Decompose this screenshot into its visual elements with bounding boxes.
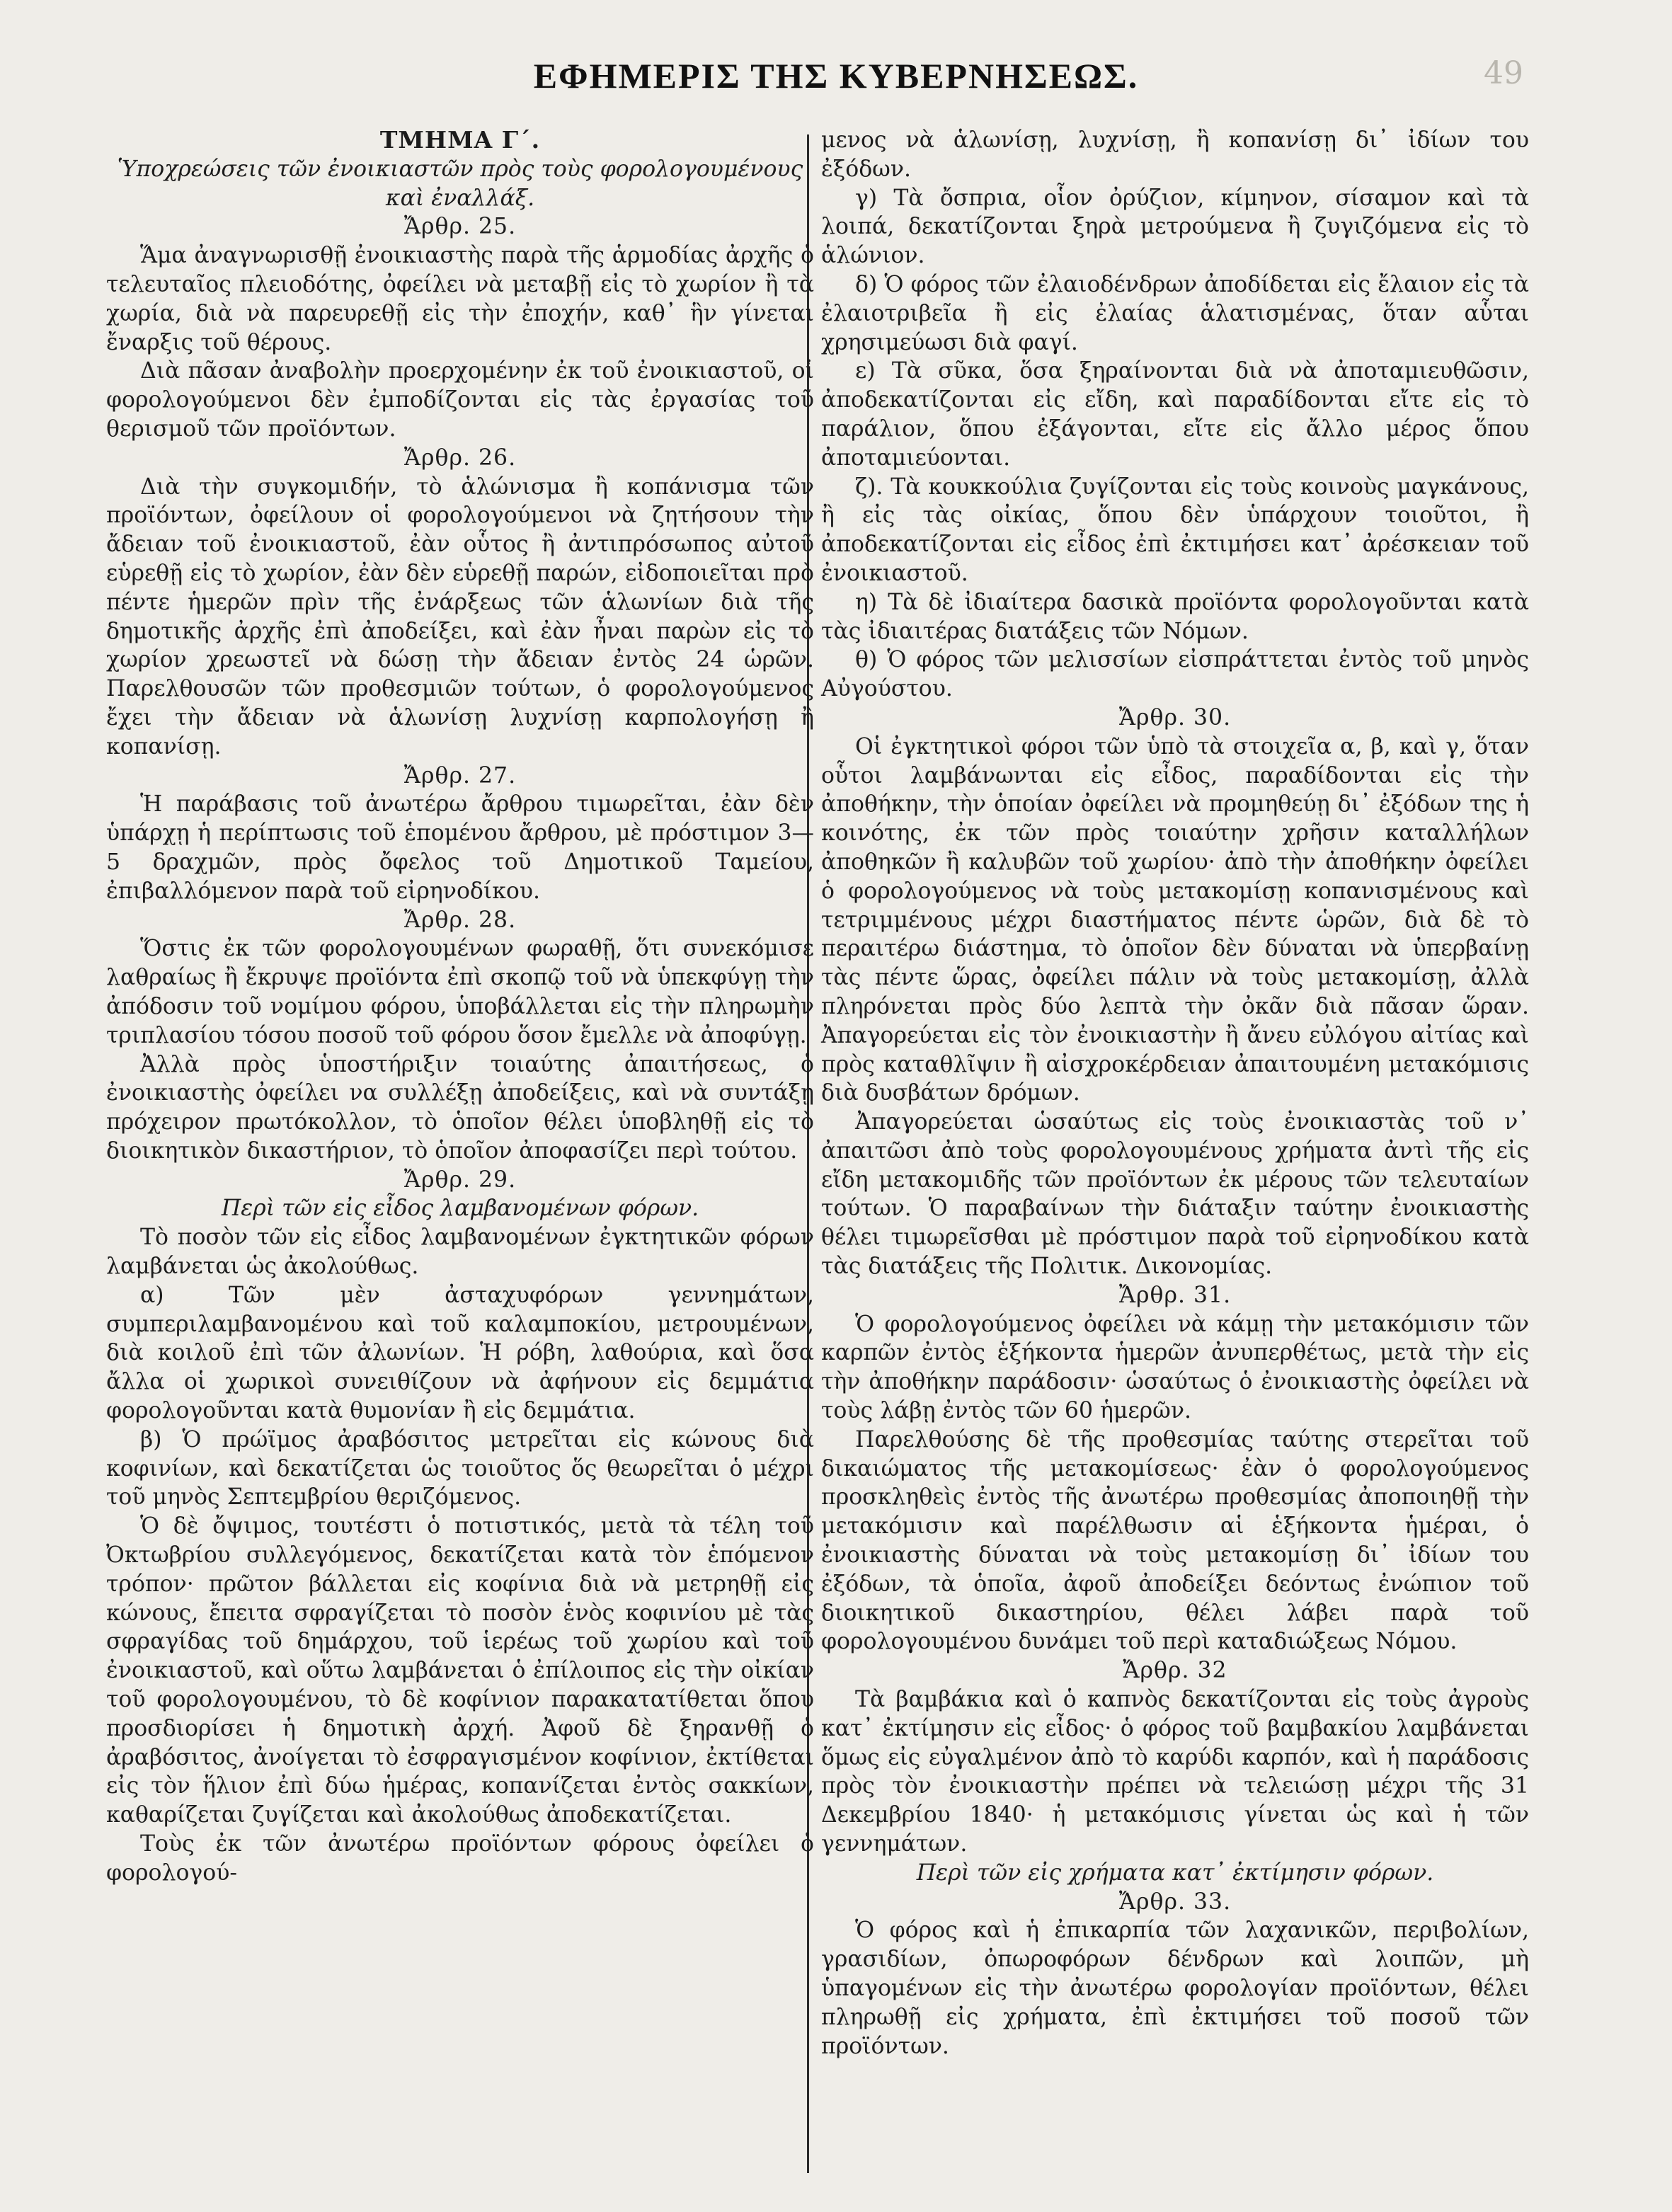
article-number: Ἄρθρ. 32	[1123, 1658, 1227, 1684]
article-number: Ἄρθρ. 33.	[1118, 1889, 1232, 1915]
paragraph: θ) Ὁ φόρος τῶν μελισσίων εἰσπράττεται ἐντὸς τοῦ μηνὸς Αὐγούστου.	[821, 647, 1529, 702]
article-number: Ἄρθρ. 28.	[403, 907, 517, 933]
subheading: Περὶ τῶν εἰς εἶδος λαμβανομένων φόρων.	[221, 1196, 699, 1222]
paragraph: Ἡ παράβασις τοῦ ἀνωτέρω ἄρθρου τιμωρεῖται, ἐὰν δὲν ὑπάρχῃ ἡ περίπτωσις τοῦ ἑπομένου ἄρθρου, μὲ πρόστιμον 3—5 δραχμῶν, πρὸς ὄφελος τοῦ Δημοτικοῦ Ταμείου, ἐπιβαλλόμενον παρὰ τοῦ εἰρηνοδίκου.	[106, 791, 814, 904]
paragraph: Παρελθούσης δὲ τῆς προθεσμίας ταύτης στερεῖται τοῦ δικαιώματος τῆς μετακομίσεως· ἐὰν ὁ φορολογούμενος προσκληθεὶς ἐντὸς τῆς ἀνωτέρω προθεσμίας ἀποποιηθῇ τὴν μετακόμισιν καὶ παρέλθωσιν αἱ ἑξήκοντα ἡμέραι, ὁ ἐνοικιαστὴς δύναται νὰ τοὺς μετακομίσῃ δι᾽ ἰδίων του ἐξόδων, τὰ ὁποῖα, ἀφοῦ ἀποδείξει δεόντως ἐνώπιον τοῦ διοικητικοῦ δικαστηρίου, θέλει λάβει παρὰ τοῦ φορολογουμένου δυνάμει τοῦ περὶ καταδιώξεως Νόμου.	[821, 1426, 1529, 1655]
subheading: Περὶ τῶν εἰς χρήματα κατ᾽ ἐκτίμησιν φόρων.	[916, 1859, 1434, 1886]
paragraph: Ἅμα ἀναγνωρισθῇ ἐνοικιαστὴς παρὰ τῆς ἁρμοδίας ἀρχῆς ὁ τελευταῖος πλειοδότης, ὀφείλει νὰ μεταβῇ εἰς τὸ χωρίον ἢ τὰ χωρία, διὰ νὰ παρευρεθῇ εἰς τὴν ἐποχήν, καθ᾽ ἣν γίνεται ἔναρξις τοῦ θέρους.	[106, 243, 814, 355]
article-number: Ἄρθρ. 25.	[403, 214, 517, 240]
page-header	[0, 55, 1672, 105]
paragraph: Τὸ ποσὸν τῶν εἰς εἶδος λαμβανομένων ἐγκτητικῶν φόρων λαμβάνεται ὡς ἀκολούθως.	[106, 1225, 814, 1280]
paragraph: Ἀπαγορεύεται ὡσαύτως εἰς τοὺς ἐνοικιαστὰς τοῦ ν᾽ ἀπαιτῶσι ἀπὸ τοὺς φορολογουμένους χρήματα ἀντὶ τῆς εἰς εἴδη μετακομιδῆς τῶν προϊόντων ἐκ μέρους τῶν τελευταίων τούτων. Ὁ παραβαίνων τὴν διάταξιν ταύτην ἐνοικιαστὴς θέλει τιμωρεῖσθαι μὲ πρόστιμον παρὰ τοῦ εἰρηνοδίκου κατὰ τὰς διατάξεις τῆς Πολιτικ. Δικονομίας.	[821, 1109, 1529, 1280]
paragraph: α) Τῶν μὲν ἀσταχυφόρων γεννημάτων, συμπεριλαμβανομένου καὶ τοῦ καλαμποκίου, μετρουμένων, διὰ κοιλοῦ ἐπὶ τῶν ἀλωνίων. Ἡ ρόβη, λαθούρια, καὶ ὅσα ἄλλα οἱ χωρικοὶ συνειθίζουν νὰ ἀφήνουν εἰς δεμμάτια φορολογοῦνται κατὰ θυμονίαν ἢ εἰς δεμμάτια.	[106, 1282, 814, 1424]
paragraph-continuation: μενος νὰ ἁλωνίσῃ, λυχνίσῃ, ἢ κοπανίσῃ δι᾽ ἰδίων του ἐξόδων.	[821, 127, 1529, 182]
section-heading: ΤΜΗΜΑ Γ΄.	[379, 126, 541, 154]
paragraph: ε) Τὰ σῦκα, ὅσα ξηραίνονται διὰ νὰ ἀποταμιευθῶσιν, ἀποδεκατίζονται εἰς εἴδη, καὶ παραδίδονται εἴτε εἰς τὸ παράλιον, ὅπου ἐξάγονται, εἴτε εἰς ἄλλο μέρος ὅπου ἀποταμιεύονται.	[821, 358, 1529, 471]
paragraph: Τὰ βαμβάκια καὶ ὁ καπνὸς δεκατίζονται εἰς τοὺς ἀγροὺς κατ᾽ ἐκτίμησιν εἰς εἶδος· ὁ φόρος τοῦ βαμβακίου λαμβάνεται ὅμως εἰς εὐγαλμένον ἀπὸ τὸ καρύδι καρπόν, καὶ ἡ παράδοσις πρὸς τὸν ἐνοικιαστὴν πρέπει νὰ τελειώσῃ μέχρι τῆς 31 Δεκεμβρίου 1840· ἡ μετακόμισις γίνεται ὡς καὶ ἡ τῶν γεννημάτων.	[821, 1687, 1529, 1857]
article-number: Ἄρθρ. 27.	[403, 762, 517, 789]
article-number: Ἄρθρ. 31.	[1118, 1282, 1232, 1308]
subheading: Ὑποχρεώσεις τῶν ἐνοικιαστῶν πρὸς τοὺς φορολογουμένους καὶ ἐναλλάξ.	[117, 156, 803, 211]
article-number: Ἄρθρ. 30.	[1118, 704, 1232, 730]
paragraph: Ὁ δὲ ὄψιμος, τουτέστι ὁ ποτιστικός, μετὰ τὰ τέλη τοῦ Ὀκτωβρίου συλλεγόμενος, δεκατίζεται κατὰ τὸν ἑπόμενον τρόπον· πρῶτον βάλλεται εἰς κοφίνια διὰ νὰ μετρηθῇ εἰς κώνους, ἔπειτα σφραγίζεται τὸ ποσὸν ἑνὸς κοφινίου μὲ τὰς σφραγίδας τοῦ δημάρχου, τοῦ ἱερέως τοῦ χωρίου καὶ τοῦ ἐνοικιαστοῦ, καὶ οὕτω λαμβάνεται ὁ ἐπίλοιπος εἰς τὴν οἰκίαν τοῦ φορολογουμένου, τὸ δὲ κοφίνιον παρακατατίθεται ὅπου προσδιορίσει ἡ δημοτικὴ ἀρχή. Ἀφοῦ δὲ ξηρανθῇ ὁ ἀραβόσιτος, ἀνοίγεται τὸ ἐσφραγισμένον κοφίνιον, ἐκτίθεται εἰς τὸν ἥλιον ἐπὶ δύω ἡμέρας, κοπανίζεται ἐντὸς σακκίων, καθαρίζεται ζυγίζεται καὶ ἀκολούθως ἀποδεκατίζεται.	[106, 1513, 814, 1828]
paragraph: Διὰ πᾶσαν ἀναβολὴν προερχομένην ἐκ τοῦ ἐνοικιαστοῦ, οἱ φορολογούμενοι δὲν ἐμποδίζονται εἰς τὰς ἐργασίας τοῦ θερισμοῦ τῶν προϊόντων.	[106, 358, 814, 442]
paragraph: γ) Τὰ ὄσπρια, οἷον ὀρύζιον, κίμηνον, σίσαμον καὶ τὰ λοιπά, δεκατίζονται ξηρὰ μετρούμενα ἢ ζυγιζόμενα εἰς τὸ ἁλώνιον.	[821, 185, 1529, 269]
article-number: Ἄρθρ. 29.	[403, 1167, 517, 1193]
right-column	[821, 126, 1529, 2061]
left-column	[106, 126, 814, 1888]
paragraph: Ὅστις ἐκ τῶν φορολογουμένων φωραθῇ, ὅτι συνεκόμισε λαθραίως ἢ ἔκρυψε προϊόντα ἐπὶ σκοπῷ τοῦ νὰ ὑπεκφύγῃ τὴν ἀπόδοσιν τοῦ νομίμου φόρου, ὑποβάλλεται εἰς τὴν πληρωμὴν τριπλασίου τόσου ποσοῦ τοῦ φόρου ὅσον ἔμελλε νὰ ἀποφύγῃ.	[106, 936, 814, 1048]
paragraph: Οἱ ἐγκτητικοὶ φόροι τῶν ὑπὸ τὰ στοιχεῖα α, β, καὶ γ, ὅταν οὗτοι λαμβάνωνται εἰς εἶδος, παραδίδονται εἰς τὴν ἀποθήκην, τὴν ὁποίαν ὀφείλει νὰ προμηθεύῃ δι᾽ ἐξόδων της ἡ κοινότης, ἐκ τῶν πρὸς τοιαύτην χρῆσιν καταλλήλων ἀποθηκῶν ἢ καλυβῶν τοῦ χωρίου· ἀπὸ τὴν ἀποθήκην ὀφείλει ὁ φορολογούμενος νὰ τοὺς μετακομίσῃ κοπανισμένους καὶ τετριμμένους μέχρι διαστήματος πέντε ὡρῶν, διὰ δὲ τὸ περαιτέρω διάστημα, τὸ ὁποῖον δὲν δύναται νὰ ὑπερβαίνῃ τὰς πέντε ὥρας, ὀφείλει πάλιν νὰ τοὺς μετακομίσῃ, ἀλλὰ πληρόνεται πρὸς δύο λεπτὰ τὴν ὀκᾶν διὰ πᾶσαν ὥραν. Ἀπαγορεύεται εἰς τὸν ἐνοικιαστὴν ἢ ἄνευ εὐλόγου αἰτίας καὶ πρὸς καταθλῖψιν ἢ αἰσχροκέρδειαν ἀπαιτουμένη μετακόμισις διὰ δυσβάτων δρόμων.	[821, 733, 1529, 1106]
newspaper-title: ΕΦΗΜΕΡΙΣ ΤΗΣ ΚΥΒΕΡΝΗΣΕΩΣ.	[533, 56, 1139, 96]
paragraph: Τοὺς ἐκ τῶν ἀνωτέρω προϊόντων φόρους ὀφείλει ὁ φορολογού-	[106, 1831, 814, 1886]
page-number: 49	[1484, 55, 1523, 91]
paragraph: η) Τὰ δὲ ἰδιαίτερα δασικὰ προϊόντα φορολογοῦνται κατὰ τὰς ἰδιαιτέρας διατάξεις τῶν Νόμων.	[821, 589, 1529, 644]
paragraph: δ) Ὁ φόρος τῶν ἐλαιοδένδρων ἀποδίδεται εἰς ἔλαιον εἰς τὰ ἐλαιοτριβεῖα ἢ εἰς ἐλαίας ἁλατισμένας, ὅταν αὗται χρησιμεύωσι διὰ φαγί.	[821, 271, 1529, 355]
paragraph: β) Ὁ πρώϊμος ἀραβόσιτος μετρεῖται εἰς κώνους διὰ κοφινίων, καὶ δεκατίζεται ὡς τοιοῦτος ὅς θεωρεῖται ὁ μέχρι τοῦ μηνὸς Σεπτεμβρίου θεριζόμενος.	[106, 1426, 814, 1511]
paragraph: Ὁ φορολογούμενος ὀφείλει νὰ κάμῃ τὴν μετακόμισιν τῶν καρπῶν ἐντὸς ἑξήκοντα ἡμερῶν ἀνυπερθέτως, μετὰ τὴν εἰς τὴν ἀποθήκην παράδοσιν· ὡσαύτως ὁ ἐνοικιαστὴς ὀφείλει νὰ τοὺς λάβῃ ἐντὸς τῶν 60 ἡμερῶν.	[821, 1311, 1529, 1424]
paragraph: ζ). Τὰ κουκκούλια ζυγίζονται εἰς τοὺς κοινοὺς μαγκάνους, ἢ εἰς τὰς οἰκίας, ὅπου δὲν ὑπάρχουν τοιοῦτοι, ἢ ἀποδεκατίζονται εἰς εἶδος ἐπὶ ἐκτιμήσει κατ᾽ ἀρέσκειαν τοῦ ἐνοικιαστοῦ.	[821, 474, 1529, 586]
paragraph: Ὁ φόρος καὶ ἡ ἐπικαρπία τῶν λαχανικῶν, περιβολίων, γρασιδίων, ὀπωροφόρων δένδρων καὶ λοιπῶν, μὴ ὑπαγομένων εἰς τὴν ἀνωτέρω φορολογίαν προϊόντων, θέλει πληρωθῇ εἰς χρήματα, ἐπὶ ἐκτιμήσει τοῦ ποσοῦ τῶν προϊόντων.	[821, 1918, 1529, 2059]
paragraph: Ἀλλὰ πρὸς ὑποστήριξιν τοιαύτης ἀπαιτήσεως, ὁ ἐνοικιαστὴς ὀφείλει να συλλέξῃ ἀποδείξεις, καὶ νὰ συντάξῃ πρόχειρον πρωτόκολλον, τὸ ὁποῖον θέλει ὑποβληθῇ εἰς τὸ διοικητικὸν δικαστήριον, τὸ ὁποῖον ἀποφασίζει περὶ τούτου.	[106, 1051, 814, 1164]
article-number: Ἄρθρ. 26.	[403, 445, 517, 471]
paragraph: Διὰ τὴν συγκομιδήν, τὸ ἁλώνισμα ἢ κοπάνισμα τῶν προϊόντων, ὀφείλουν οἱ φορολογούμενοι νὰ ζητήσουν τὴν ἄδειαν τοῦ ἐνοικιαστοῦ, ἐὰν οὗτος ἢ ἀντιπρόσωπος αὐτοῦ εὑρεθῇ εἰς τὸ χωρίον, ἐὰν δὲν εὑρεθῇ παρών, εἰδοποιεῖται πρὸ πέντε ἡμερῶν πρὶν τῆς ἐνάρξεως τῶν ἁλωνίων διὰ τῆς δημοτικῆς ἀρχῆς ἐπὶ ἀποδείξει, καὶ ἐὰν ἦναι παρὼν εἰς τὸ χωρίον χρεωστεῖ νὰ δώσῃ τὴν ἄδειαν ἐντὸς 24 ὡρῶν. Παρελθουσῶν τῶν προθεσμιῶν τούτων, ὁ φορολογούμενος ἔχει τὴν ἄδειαν νὰ ἁλωνίσῃ λυχνίσῃ καρπολογήσῃ ἢ κοπανίσῃ.	[106, 474, 814, 760]
